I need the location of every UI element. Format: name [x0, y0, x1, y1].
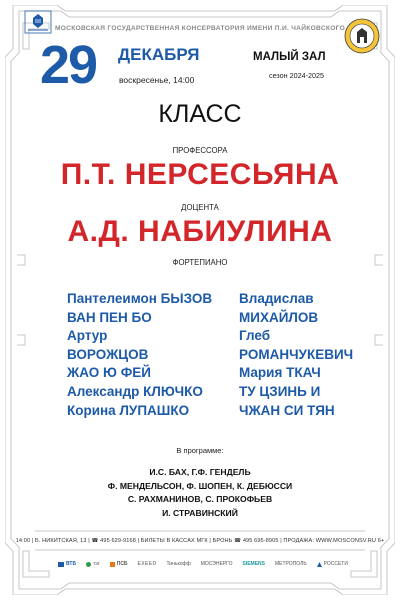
- student-name: ВОРОЖЦОВ: [67, 346, 149, 362]
- teacher-rank-professor: ПРОФЕССОРА: [172, 146, 228, 155]
- student-name: ЧЖАН СИ ТЯН: [239, 402, 335, 418]
- program-label: В программе:: [176, 446, 224, 455]
- event-month: ДЕКАБРЯ: [118, 45, 200, 64]
- sponsor-logo: МЕТРОПОЛЬ: [274, 561, 307, 567]
- event-weekday-time: воскресенье, 14:00: [119, 75, 195, 85]
- sponsor-logo: ПСБ: [110, 561, 128, 567]
- sponsor-logo: SIEMENS: [242, 561, 265, 567]
- student-name: ТУ ЦЗИНЬ И: [239, 383, 321, 399]
- student-name: ВАН ПЕН БО: [67, 309, 152, 325]
- conservatory-seal-logo: [344, 18, 380, 54]
- student-name: Пантелеимон БЫЗОВ: [67, 291, 213, 306]
- teacher-rank-docent: ДОЦЕНТА: [181, 203, 219, 212]
- program-list: [0, 466, 400, 520]
- program-line: Ф. МЕНДЕЛЬСОН, Ф. ШОПЕН, К. ДЕБЮССИ: [107, 480, 293, 491]
- student-name: Александр КЛЮЧКО: [67, 383, 203, 399]
- conservatory-name: МОСКОВСКАЯ ГОСУДАРСТВЕННАЯ КОНСЕРВАТОРИЯ ИМЕНИ П.И. ЧАЙКОВСКОГО: [54, 25, 346, 32]
- student-name: Глеб: [239, 328, 271, 344]
- sponsor-logo: ВТБ: [58, 561, 76, 567]
- student-name: Мария ТКАЧ: [239, 365, 321, 381]
- student-name: Владислав: [239, 291, 314, 306]
- sponsor-logo: МОСЭНЕРГО: [200, 561, 233, 567]
- sponsor-logo: Тинькофф: [166, 561, 191, 567]
- sponsor-logo: тэг: [86, 561, 100, 567]
- sponsor-logo: EXEED: [137, 561, 157, 567]
- student-name: МИХАЙЛОВ: [239, 309, 319, 325]
- program-line: И. СТРАВИНСКИЙ: [162, 507, 238, 518]
- instrument-label: ФОРТЕПИАНО: [172, 258, 228, 267]
- student-name: Артур: [67, 328, 108, 344]
- student-name: РОМАНЧУКЕВИЧ: [239, 346, 354, 362]
- students-right-column: [239, 290, 353, 420]
- student-name: ЖАО Ю ФЕЙ: [67, 365, 151, 381]
- student-name: Корина ЛУПАШКО: [67, 402, 190, 418]
- teacher-name-professor: П.Т. НЕРСЕСЬЯНА: [60, 158, 340, 191]
- program-line: С. РАХМАНИНОВ, С. ПРОКОФЬЕВ: [127, 494, 273, 504]
- season-label: сезон 2024-2025: [269, 71, 324, 80]
- concert-title: КЛАСС: [158, 100, 242, 128]
- sponsor-logo: РОССЕТИ: [317, 561, 348, 567]
- students-left-column: [67, 290, 212, 420]
- program-line: И.С. БАХ, Г.Ф. ГЕНДЕЛЬ: [149, 467, 251, 477]
- footer-info: 14:00 | Б. НИКИТСКАЯ, 13 | ☎ 495 629-9168 | БИЛЕТЫ В КАССАХ МГК | БРОНЬ ☎ 495 695-8905 | ПРОДАЖА: WWW.MOSCONSV.RU 6+: [15, 538, 385, 544]
- sponsor-logos: [58, 556, 348, 572]
- hall-name: МАЛЫЙ ЗАЛ: [253, 51, 326, 63]
- event-day: 29: [40, 35, 97, 95]
- teacher-name-docent: А.Д. НАБИУЛИНА: [67, 215, 333, 248]
